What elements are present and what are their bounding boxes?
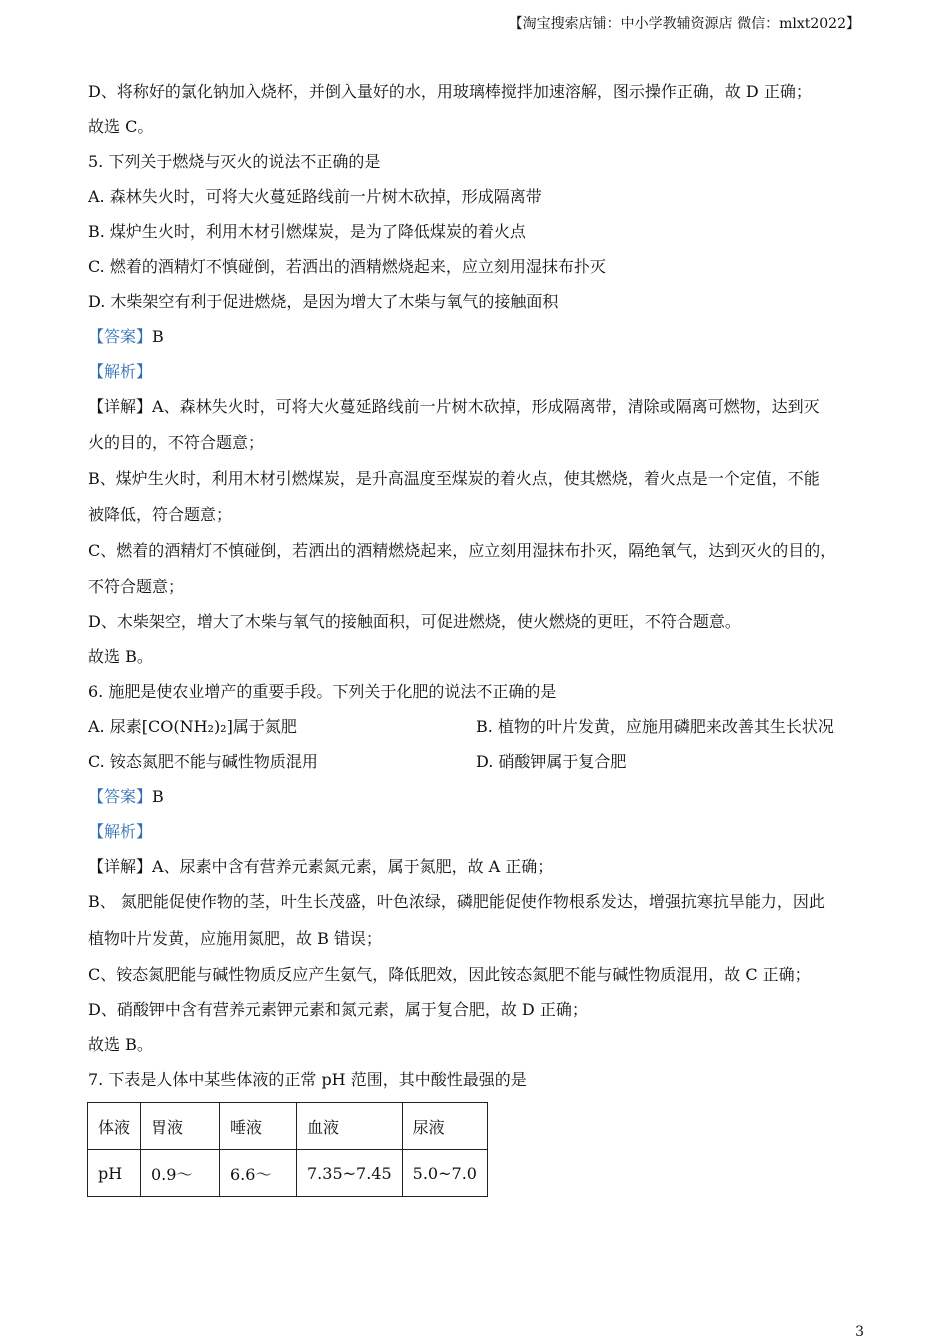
- answer-line: [88, 327, 164, 347]
- table-cell: 尿液: [402, 1103, 487, 1150]
- table-cell: 体液: [88, 1103, 141, 1150]
- option-c: C. 铵态氮肥不能与碱性物质混用: [88, 752, 318, 771]
- question-7-stem: 7. 下表是人体中某些体液的正常 pH 范围，其中酸性最强的是: [88, 1070, 527, 1089]
- table-cell: 0.9～: [141, 1150, 220, 1197]
- analysis-label: 【解析】: [88, 362, 153, 381]
- text-line: C、铵态氮肥能与碱性物质反应产生氨气，降低肥效，因此铵态氮肥不能与碱性物质混用，故 C 正确；: [88, 965, 811, 984]
- answer-value: B: [152, 327, 164, 346]
- option-c: C. 燃着的酒精灯不慎碰倒，若洒出的酒精燃烧起来，应立刻用湿抹布扑灭: [88, 257, 606, 276]
- text-line: 火的目的，不符合题意；: [88, 433, 265, 452]
- analysis-line: [88, 822, 152, 842]
- answer-value: B: [152, 787, 164, 806]
- answer-label: 【答案】: [88, 327, 153, 346]
- option-b: B. 植物的叶片发黄，应施用磷肥来改善其生长状况: [476, 717, 834, 736]
- table-cell: 5.0~7.0: [402, 1150, 487, 1197]
- text-line: C、燃着的酒精灯不慎碰倒，若洒出的酒精燃烧起来，应立刻用湿抹布扑灭，隔绝氧气，达到灭火的目的，: [88, 541, 837, 560]
- analysis-label: 【解析】: [88, 822, 153, 841]
- text-line: D、硝酸钾中含有营养元素钾元素和氮元素，属于复合肥，故 D 正确；: [88, 1000, 588, 1019]
- table-cell: 唾液: [220, 1103, 297, 1150]
- detail-label: 【详解】: [88, 857, 153, 876]
- answer-line: [88, 787, 164, 807]
- option-d: D. 硝酸钾属于复合肥: [476, 752, 627, 771]
- answer-label: 【答案】: [88, 787, 153, 806]
- table-row: [88, 1150, 488, 1197]
- text-line: B、 氮肥能促使作物的茎，叶生长茂盛，叶色浓绿，磷肥能促使作物根系发达，增强抗寒抗旱能力，因此: [88, 892, 825, 911]
- table-cell: 血液: [297, 1103, 403, 1150]
- option-d: D. 木柴架空有利于促进燃烧，是因为增大了木柴与氧气的接触面积: [88, 292, 559, 311]
- text-line: 故选 B。: [88, 647, 153, 666]
- option-a: A. 森林失火时，可将大火蔓延路线前一片树木砍掉，形成隔离带: [88, 187, 542, 206]
- page-number: 3: [855, 1324, 864, 1340]
- analysis-line: [88, 362, 152, 382]
- text-line: 植物叶片发黄，应施用氮肥，故 B 错误；: [88, 929, 382, 948]
- detail-line: 【详解】A、森林失火时，可将大火蔓延路线前一片树木砍掉，形成隔离带，清除或隔离可燃物，达到灭: [88, 397, 820, 416]
- table-cell: 7.35~7.45: [297, 1150, 403, 1197]
- question-5-stem: 5. 下列关于燃烧与灭火的说法不正确的是: [88, 152, 381, 171]
- detail-label: 【详解】: [88, 397, 153, 416]
- text-line: 不符合题意；: [88, 577, 185, 596]
- table-row: [88, 1103, 488, 1150]
- page-header: 【淘宝搜索店铺：中小学教辅资源店 微信：mlxt2022】: [508, 16, 860, 32]
- table-cell: 胃液: [141, 1103, 220, 1150]
- text-line: 被降低，符合题意；: [88, 505, 233, 524]
- question-6-stem: 6. 施肥是使农业增产的重要手段。下列关于化肥的说法不正确的是: [88, 682, 557, 701]
- table-cell: 6.6～: [220, 1150, 297, 1197]
- text-line: D、木柴架空，增大了木柴与氧气的接触面积，可促进燃烧，使火燃烧的更旺，不符合题意。: [88, 612, 741, 631]
- table-cell: pH: [88, 1150, 141, 1197]
- option-b: B. 煤炉生火时，利用木材引燃煤炭，是为了降低煤炭的着火点: [88, 222, 526, 241]
- detail-line: 【详解】A、尿素中含有营养元素氮元素，属于氮肥，故 A 正确；: [88, 857, 554, 876]
- text-line: 故选 C。: [88, 117, 154, 136]
- text-line: D、将称好的氯化钠加入烧杯，并倒入量好的水，用玻璃棒搅拌加速溶解，图示操作正确，故 D 正确；: [88, 82, 812, 101]
- option-a: A. 尿素[CO(NH₂)₂]属于氮肥: [88, 717, 297, 736]
- text-line: B、煤炉生火时，利用木材引燃煤炭，是升高温度至煤炭的着火点，使其燃烧，着火点是一个定值，不能: [88, 469, 820, 488]
- text-line: 故选 B。: [88, 1035, 153, 1054]
- ph-table: [87, 1102, 488, 1197]
